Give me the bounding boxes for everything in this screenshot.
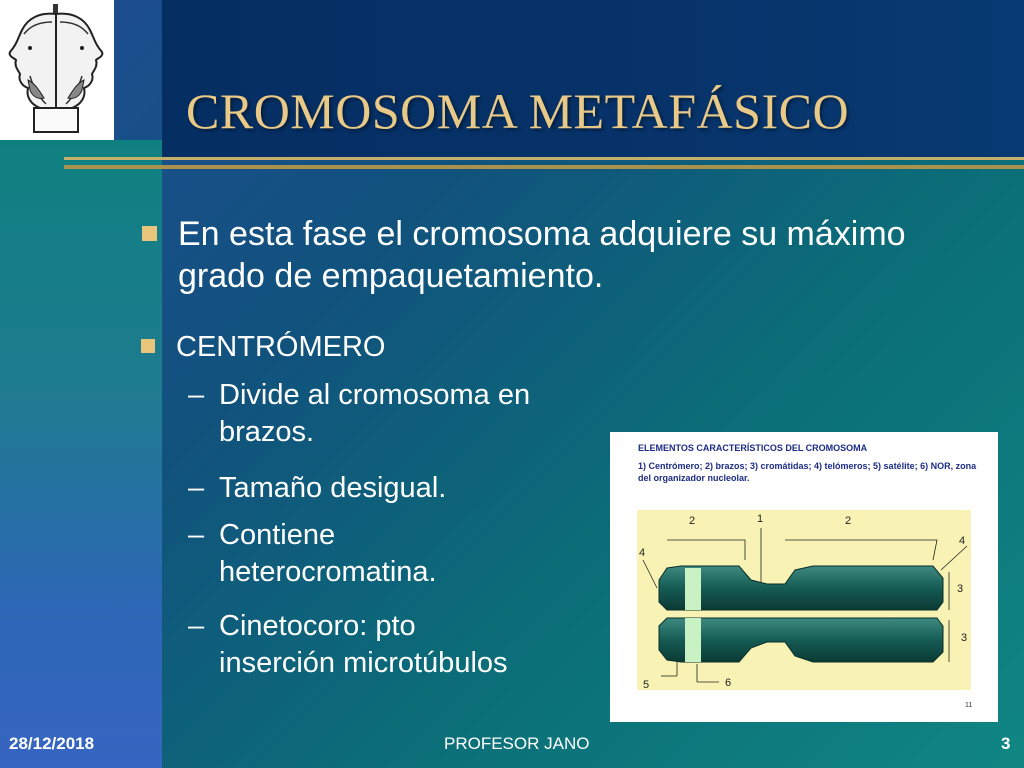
footer-author: PROFESOR JANO: [444, 734, 590, 753]
chromosome-diagram: [637, 510, 971, 700]
sub-bullet-text: Divide al cromosoma en brazos.: [219, 379, 531, 448]
square-bullet-icon: [142, 226, 157, 241]
nor-band-lower: [685, 618, 701, 662]
label-satellite: 5: [643, 679, 650, 691]
intro-bullet-text: En esta fase el cromosoma adquiere su máximo grado de empaquetamiento.: [178, 215, 906, 295]
figure-title: ELEMENTOS CARACTERÍSTICOS DEL CROMOSOMA: [638, 443, 868, 453]
chromosome-figure: [610, 432, 998, 722]
sub-bullet-text: Cinetocoro: pto inserción microtúbulos: [219, 610, 508, 679]
title-rule: [64, 157, 1024, 160]
square-bullet-icon: [141, 339, 155, 353]
label-chromatid-top: 3: [957, 583, 964, 595]
page-number: 3: [1001, 734, 1011, 753]
chromatid-lower: [659, 618, 943, 662]
figure-number: 11: [965, 702, 973, 709]
label-arm-left: 2: [689, 515, 696, 527]
label-arm-right: 2: [845, 515, 852, 527]
figure-caption: 1) Centrómero; 2) brazos; 3) cromátidas; 4) telómeros; 5) satélite; 6) NOR, zona del organizador nucleolar.: [638, 461, 977, 483]
label-chromatid-bottom: 3: [961, 632, 968, 644]
sub-bullet-text: Tamaño desigual.: [219, 472, 447, 504]
footer-date: 28/12/2018: [9, 734, 95, 753]
label-centromere: 1: [757, 513, 764, 525]
dash-icon: –: [188, 519, 205, 551]
title-rule-secondary: [64, 165, 1024, 169]
dash-icon: –: [188, 610, 205, 642]
left-band: [0, 140, 162, 768]
slide-title: CROMOSOMA METAFÁSICO: [186, 83, 850, 139]
dash-icon: –: [188, 472, 205, 504]
label-telomere-right: 4: [959, 535, 966, 547]
sub-bullet-text: Contiene heterocromatina.: [219, 519, 437, 588]
janus-logo-icon: [0, 0, 114, 140]
dash-icon: –: [188, 379, 205, 411]
chromatid-upper: [659, 566, 943, 610]
centromere-heading: CENTRÓMERO: [176, 331, 386, 363]
nor-band-upper: [685, 568, 701, 610]
label-telomere-left: 4: [639, 547, 646, 559]
label-nor: 6: [725, 677, 732, 689]
